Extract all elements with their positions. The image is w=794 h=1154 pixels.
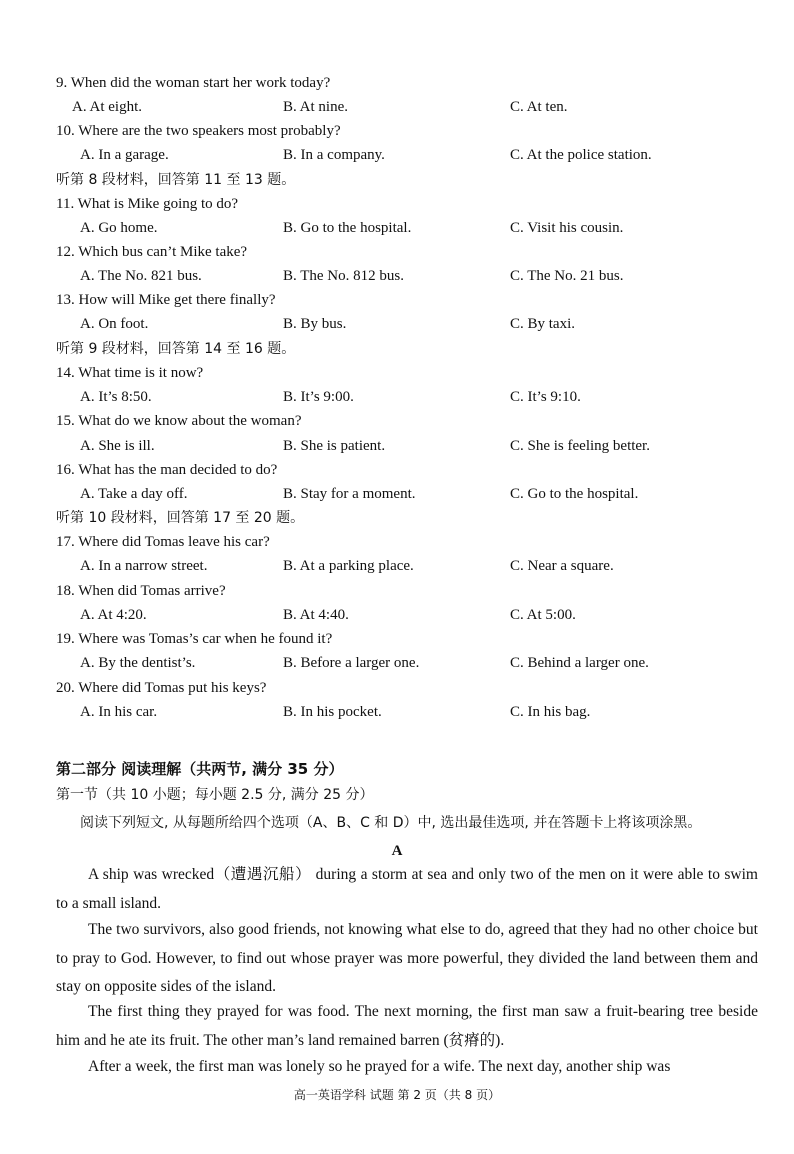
question-11: 11. What is Mike going to do? xyxy=(56,196,239,212)
options-12 xyxy=(80,266,780,286)
option-a: A. On foot. xyxy=(80,316,149,332)
passage-paragraph-4: After a week, the first man was lonely so he prayed for a wife. The next day, another ship was xyxy=(88,1058,671,1075)
option-c: C. In his bag. xyxy=(510,704,591,720)
options-9 xyxy=(72,97,772,117)
passage-paragraph-1: A ship was wrecked（遭遇沉船） during a storm at sea and only two of the men on it were able to swim to a small island. xyxy=(56,866,758,912)
question-18: 18. When did Tomas arrive? xyxy=(56,583,226,599)
option-c: C. She is feeling better. xyxy=(510,438,650,454)
passage-paragraph-3: The first thing they prayed for was food. The next morning, the first man saw a fruit-bearing tree beside him and he ate its fruit. The other man’s land remained barren (贫瘠的). xyxy=(56,1003,758,1049)
part2-title: 第二部分 阅读理解（共两节, 满分 35 分） xyxy=(56,760,344,778)
options-10 xyxy=(80,145,780,165)
options-13 xyxy=(80,314,780,334)
passage-label: A xyxy=(391,843,403,859)
options-14 xyxy=(80,387,780,407)
option-c: C. At ten. xyxy=(510,99,568,115)
option-b: B. It’s 9:00. xyxy=(283,389,354,405)
option-c: C. Behind a larger one. xyxy=(510,655,649,671)
option-b: B. She is patient. xyxy=(283,438,386,454)
option-b: B. At nine. xyxy=(283,99,349,115)
passage-paragraph-2: The two survivors, also good friends, not knowing what else to do, agreed that they had no other choice but to pray to God. However, to find out whose prayer was more powerful, they divided the land between them and stay on opposite sides of the island. xyxy=(56,921,758,995)
listening-section-9-header: 听第 9 段材料，回答第 14 至 16 题。 xyxy=(56,341,296,357)
option-a: A. Go home. xyxy=(80,220,158,236)
option-c: C. The No. 21 bus. xyxy=(510,268,624,284)
option-a: A. At 4:20. xyxy=(80,607,147,623)
option-b: B. In his pocket. xyxy=(283,704,382,720)
option-b: B. Before a larger one. xyxy=(283,655,420,671)
option-c: C. It’s 9:10. xyxy=(510,389,581,405)
question-14: 14. What time is it now? xyxy=(56,365,204,381)
page-footer: 高一英语学科 试题 第 2 页（共 8 页） xyxy=(293,1088,501,1102)
option-a: A. The No. 821 bus. xyxy=(80,268,202,284)
option-a: A. In a narrow street. xyxy=(80,558,208,574)
option-b: B. By bus. xyxy=(283,316,347,332)
option-b: B. In a company. xyxy=(283,147,385,163)
question-16: 16. What has the man decided to do? xyxy=(56,462,278,478)
option-b: B. At a parking place. xyxy=(283,558,414,574)
option-a: A. In his car. xyxy=(80,704,158,720)
options-19 xyxy=(80,653,780,673)
question-20: 20. Where did Tomas put his keys? xyxy=(56,680,267,696)
options-20 xyxy=(80,702,780,722)
option-a: A. She is ill. xyxy=(80,438,155,454)
option-a: A. By the dentist’s. xyxy=(80,655,196,671)
listening-section-8-header: 听第 8 段材料，回答第 11 至 13 题。 xyxy=(56,172,296,188)
option-b: B. Go to the hospital. xyxy=(283,220,412,236)
option-a: A. Take a day off. xyxy=(80,486,188,502)
question-19: 19. Where was Tomas’s car when he found it? xyxy=(56,631,333,647)
question-13: 13. How will Mike get there finally? xyxy=(56,292,276,308)
option-a: A. In a garage. xyxy=(80,147,169,163)
question-17: 17. Where did Tomas leave his car? xyxy=(56,534,270,550)
option-b: B. At 4:40. xyxy=(283,607,349,623)
question-10: 10. Where are the two speakers most probably? xyxy=(56,123,341,139)
section1-header: 第一节（共 10 小题；每小题 2.5 分, 满分 25 分） xyxy=(56,787,374,803)
options-11 xyxy=(80,218,780,238)
option-c: C. Near a square. xyxy=(510,558,614,574)
option-a: A. At eight. xyxy=(72,99,142,115)
options-15 xyxy=(80,436,780,456)
reading-instruction: 阅读下列短文, 从每题所给四个选项（A、B、C 和 D）中, 选出最佳选项, 并在答题卡上将该项涂黑。 xyxy=(80,815,702,831)
option-c: C. Visit his cousin. xyxy=(510,220,624,236)
option-b: B. The No. 812 bus. xyxy=(283,268,404,284)
option-b: B. Stay for a moment. xyxy=(283,486,416,502)
listening-section-10-header: 听第 10 段材料，回答第 17 至 20 题。 xyxy=(56,510,305,526)
option-a: A. It’s 8:50. xyxy=(80,389,152,405)
option-c: C. Go to the hospital. xyxy=(510,486,639,502)
question-12: 12. Which bus can’t Mike take? xyxy=(56,244,248,260)
options-17 xyxy=(80,556,780,576)
question-9: 9. When did the woman start her work today? xyxy=(56,75,331,91)
options-16 xyxy=(80,484,780,504)
option-c: C. By taxi. xyxy=(510,316,576,332)
option-c: C. At the police station. xyxy=(510,147,652,163)
question-15: 15. What do we know about the woman? xyxy=(56,413,302,429)
option-c: C. At 5:00. xyxy=(510,607,576,623)
options-18 xyxy=(80,605,780,625)
